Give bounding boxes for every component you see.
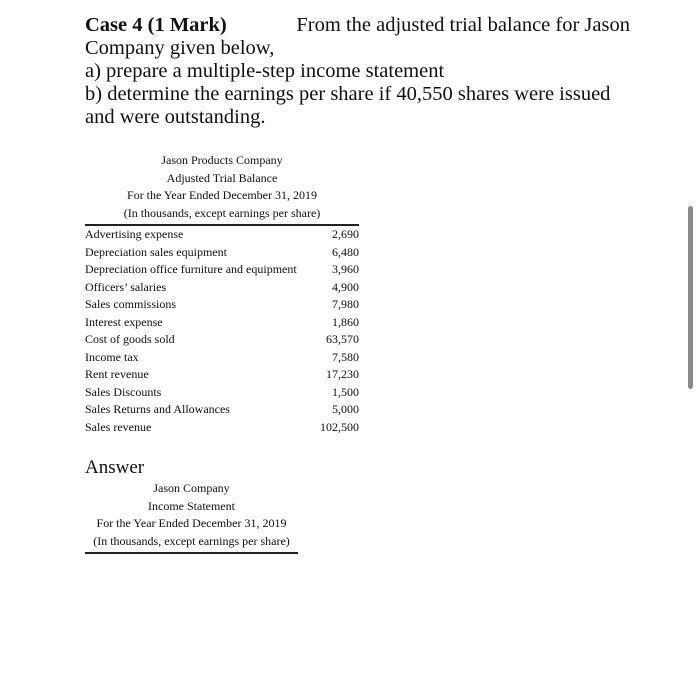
row-label: Sales Discounts xyxy=(85,384,162,399)
question-line-2: Company given below, xyxy=(85,37,275,59)
row-label: Interest expense xyxy=(85,314,163,329)
row-amount: 17,230 xyxy=(326,367,359,381)
row-label: Depreciation sales equipment xyxy=(85,244,227,259)
table-row xyxy=(85,349,359,367)
row-label: Rent revenue xyxy=(85,367,149,381)
row-amount: 1,500 xyxy=(332,384,359,399)
trial-balance-company: Jason Products Company xyxy=(161,153,283,167)
income-statement-header xyxy=(85,480,298,554)
table-row xyxy=(85,296,359,314)
income-statement-company: Jason Company xyxy=(153,481,230,495)
table-row xyxy=(85,401,359,419)
row-label: Sales commissions xyxy=(85,297,177,311)
trial-balance-units: (In thousands, except earnings per share) xyxy=(123,205,321,220)
table-row xyxy=(85,314,359,332)
trial-balance-table xyxy=(85,152,359,436)
case-label: Case 4 (1 Mark) xyxy=(85,14,227,36)
row-label: Depreciation office furniture and equipment xyxy=(85,262,297,276)
trial-balance-period: For the Year Ended December 31, 2019 xyxy=(127,188,317,202)
question-line-3: a) prepare a multiple-step income statement xyxy=(85,60,445,82)
trial-balance-header xyxy=(85,152,359,222)
row-label: Cost of goods sold xyxy=(85,332,175,346)
row-label: Sales Returns and Allowances xyxy=(85,402,230,416)
question-line-1 xyxy=(85,14,630,37)
row-amount: 1,860 xyxy=(332,314,359,329)
question-line-5: and were outstanding. xyxy=(85,106,266,128)
table-row xyxy=(85,261,359,279)
row-amount: 2,690 xyxy=(332,227,359,241)
trial-balance-rows xyxy=(85,226,359,436)
row-amount: 3,960 xyxy=(332,262,359,276)
trial-balance-title: Adjusted Trial Balance xyxy=(166,170,278,185)
table-row xyxy=(85,419,359,437)
answer-label: Answer xyxy=(85,457,145,478)
table-row xyxy=(85,366,359,384)
row-label: Officers’ salaries xyxy=(85,279,167,294)
row-amount: 7,580 xyxy=(332,349,359,364)
income-statement-title: Income Statement xyxy=(148,498,235,513)
question-text xyxy=(85,14,630,129)
table-row xyxy=(85,244,359,262)
question-line-1-text: From the adjusted trial balance for Jason xyxy=(296,14,630,36)
row-label: Advertising expense xyxy=(85,227,184,241)
income-statement-period: For the Year Ended December 31, 2019 xyxy=(96,516,287,530)
income-statement-units: (In thousands, except earnings per share) xyxy=(93,533,290,548)
income-statement-rule xyxy=(85,552,298,554)
table-row xyxy=(85,384,359,402)
row-amount: 102,500 xyxy=(320,419,359,434)
row-amount: 63,570 xyxy=(326,332,359,346)
row-amount: 5,000 xyxy=(332,402,359,416)
row-amount: 7,980 xyxy=(332,297,359,311)
row-amount: 4,900 xyxy=(332,279,359,294)
row-label: Sales revenue xyxy=(85,419,152,434)
question-line-4: b) determine the earnings per share if 40,550 shares were issued xyxy=(85,83,611,105)
scrollbar[interactable] xyxy=(688,206,693,389)
table-row xyxy=(85,279,359,297)
table-row xyxy=(85,331,359,349)
row-amount: 6,480 xyxy=(332,244,359,259)
table-row xyxy=(85,226,359,244)
row-label: Income tax xyxy=(85,349,139,364)
